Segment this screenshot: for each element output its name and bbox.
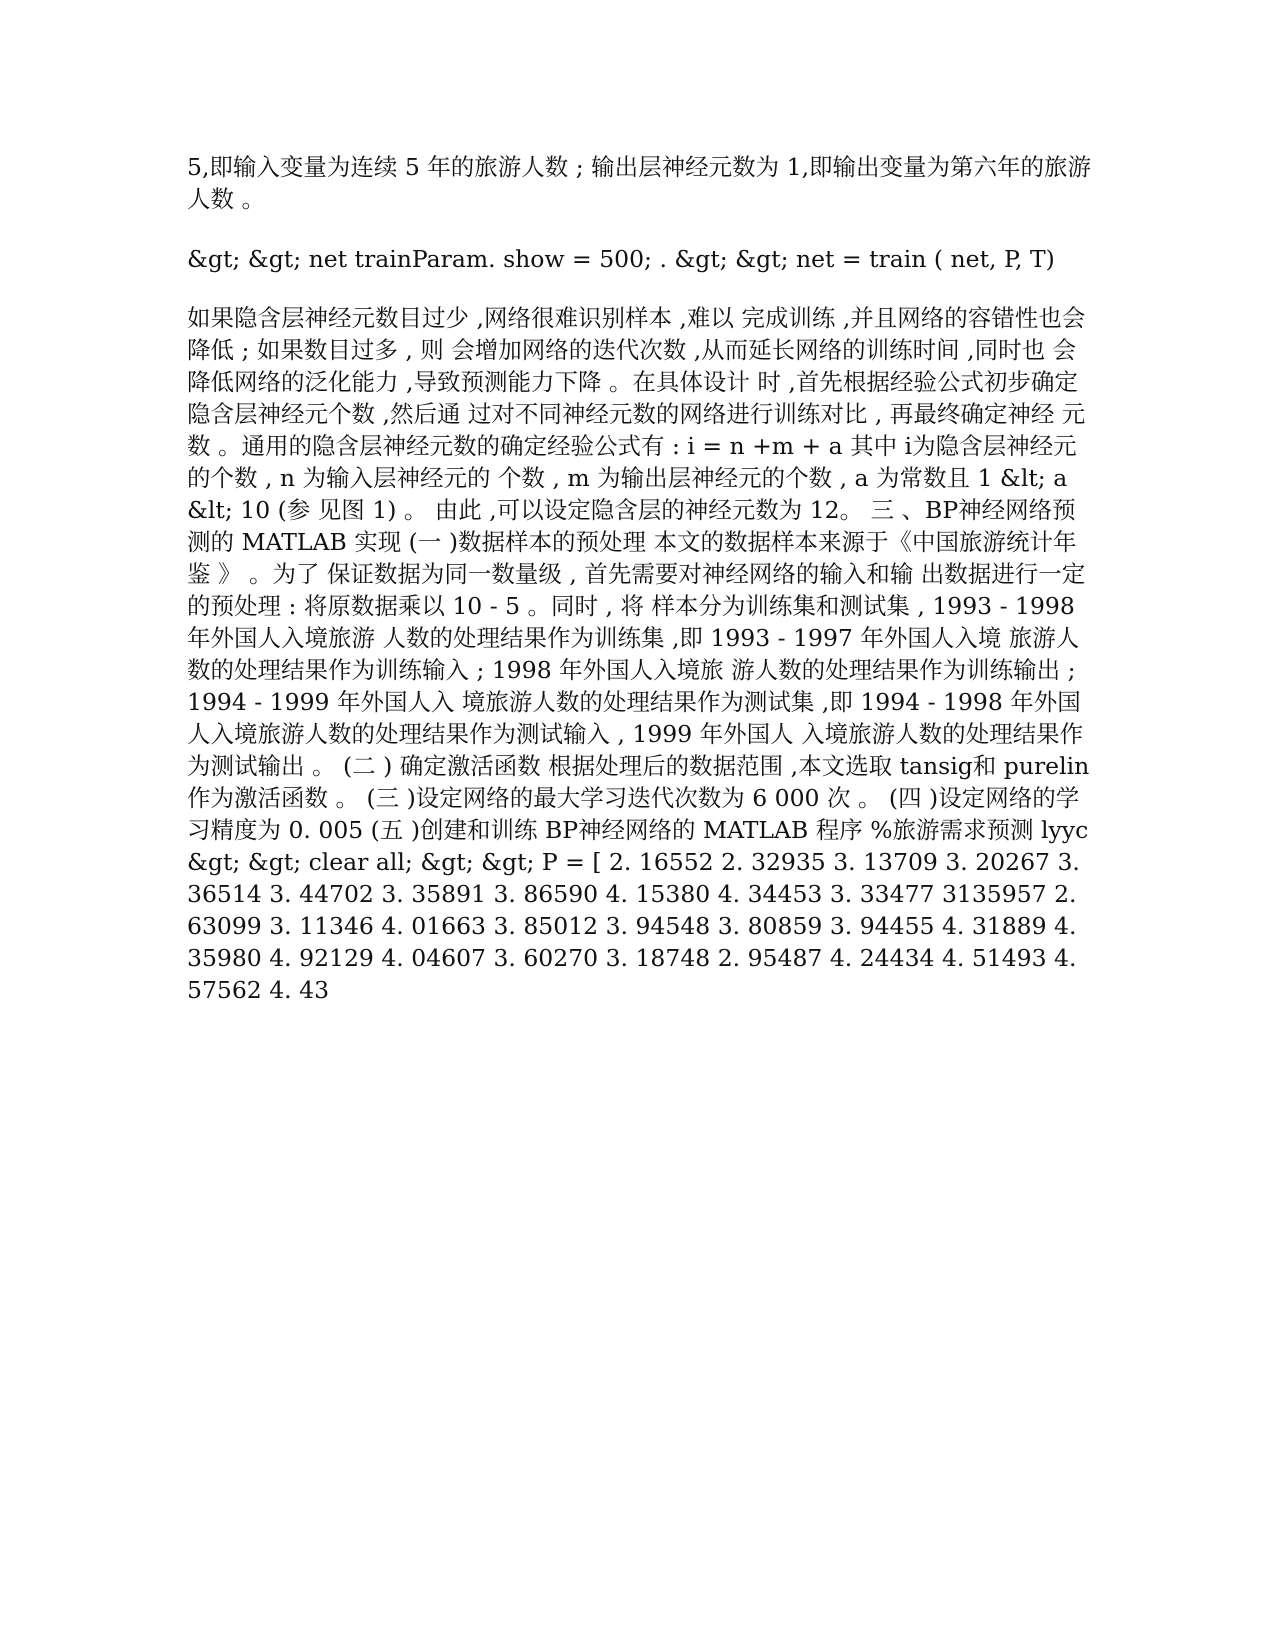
paragraph-matlab-command: &gt; &gt; net trainParam. show = 500; . &gt; &gt; net = train ( net, P, T) [187,245,1055,273]
paragraph-input-output: 5,即输入变量为连续 5 年的旅游人数 ; 输出层神经元数为 1,即输出变量为第六年的旅游人数 。 [187,153,1092,213]
paragraph-hidden-layer-and-matlab: 如果隐含层神经元数目过少 ,网络很难识别样本 ,难以 完成训练 ,并且网络的容错性也会降低 ; 如果数目过多 , 则 会增加网络的迭代次数 ,从而延长网络的训练时间 ,同时也 会降低网络的泛化能力 ,导致预测能力下降 。在具体设计 时 ,首先根据经验公式初步确定隐含层神经元个数 ,然后通 过对不同神经元数的网络进行训练对比 , 再最终确定神经 元数 。通用的隐含层神经元数的确定经验公式有 : i = n +m + a 其中 i为隐含层神经元的个数 , n 为输入层神经元的 个数 , m 为输出层神经元的个数 , a 为常数且 1 &lt; a &lt; 10 (参 见图 1) 。 由此 ,可以设定隐含层的神经元数为 12。 三 、BP神经网络预测的 MATLAB 实现 (一 )数据样本的预处理 本文的数据样本来源于《中国旅游统计年鉴 》 。为了 保证数据为同一数量级 , 首先需要对神经网络的输入和输 出数据进行一定的预处理 : 将原数据乘以 10 - 5 。同时 , 将 样本分为训练集和测试集 , 1993 - 1998 年外国人入境旅游 人数的处理结果作为训练集 ,即 1993 - 1997 年外国人入境 旅游人数的处理结果作为训练输入 ; 1998 年外国人入境旅 游人数的处理结果作为训练输出 ; 1994 - 1999 年外国人入 境旅游人数的处理结果作为测试集 ,即 1994 - 1998 年外国 人入境旅游人数的处理结果作为测试输入 , 1999 年外国人 入境旅游人数的处理结果作为测试输出 。 (二 ) 确定激活函数 根据处理后的数据范围 ,本文选取 tansig和 purelin 作为激活函数 。 (三 )设定网络的最大学习迭代次数为 6 000 次 。 (四 )设定网络的学习精度为 0. 005 (五 )创建和训练 BP神经网络的 MATLAB 程序 %旅游需求预测 lyyc &gt; &gt; clear all; &gt; &gt; P = [ 2. 16552 2. 32935 3. 13709 3. 20267 3. 36514 3. 44702 3. 35891 3. 86590 4. 15380 4. 34453 3. 33477 3135957 2. 63099 3. 11346 4. 01663 3. 85012 3. 94548 3. 80859 3. 94455 4. 31889 4. 35980 4. 92129 4. 04607 3. 60270 3. 18748 2. 95487 4. 24434 4. 51493 4. 57562 4. 43 [187,304,1090,1004]
